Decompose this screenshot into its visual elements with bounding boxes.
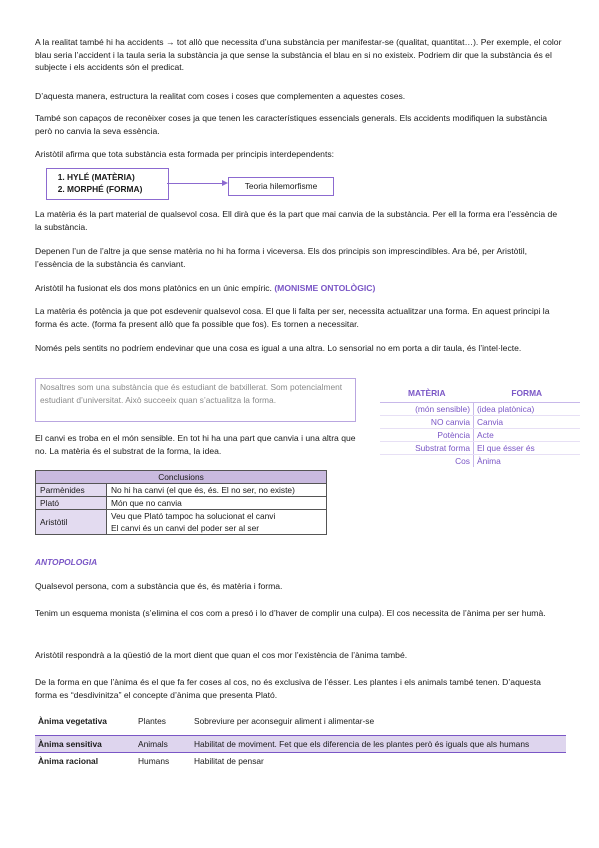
cell: Cos [380, 455, 474, 468]
principle-item: 1. HYLÉ (MATÈRIA) [67, 171, 168, 183]
principle-item: 2. MORPHÉ (FORMA) [67, 183, 168, 195]
table-row [35, 713, 566, 736]
cell: (món sensible) [380, 403, 474, 416]
right-arrow-icon: → [165, 37, 175, 47]
soul-beings: Humans [138, 756, 170, 766]
example-quote: Nosaltres som una substància que és estudiant de batxillerat. Som potencialment estudiant d’universitat. Això succeeix quan s’actualitza la forma. [35, 378, 356, 422]
text: Veu que Plató tampoc ha solucionat el canvi [111, 511, 276, 521]
matter-paragraph: La matèria és la part material de qualsevol cosa. Ell dirà que és la part que mai canvia de la substància. Per ell la forma era l’essència de la substància. [35, 209, 558, 232]
cell: El que ésser és [474, 442, 581, 455]
principles-intro: Aristòtil afirma que tota substància esta formada per principis interdependents: [35, 149, 335, 159]
senses-paragraph: Només pels sentits no podríem endevinar que una cosa es igual a una altra. Lo sensorial no em porta a dir taula, és l’intel·lecte. [35, 343, 522, 353]
change-paragraph: El canvi es troba en el món sensible. En tot hi ha una part que canvia i una altra que no. La matèria és el substrat de la forma, la idea. [35, 433, 356, 456]
column-header: FORMA [474, 384, 581, 403]
depend-paragraph: Depenen l’un de l’altre ja que sense matèria no hi ha forma i viceversa. Els dos principis son imprescindibles. Ara bé, per Aristòtil, l’essència de la substància és canviant. [35, 246, 527, 269]
anthro-paragraph: Qualsevol persona, com a substància que és, és matèria i forma. [35, 581, 283, 591]
cell: Substrat forma [380, 442, 474, 455]
conclusion-text [107, 510, 327, 535]
soul-description: Habilitat de moviment. Fet que els diferencia de les plantes però és iguals que als humans [191, 736, 566, 753]
table-row [36, 497, 327, 510]
anthro-paragraph: De la forma en que l’ànima és el que fa fer coses al cos, no és exclusiva de l’ésser. Les plantes i els animals també tenen. D’aquesta forma es “desdivinitza” el concepte d’ànima que presenta Plató. [35, 677, 541, 700]
cell: Ànima [477, 456, 501, 466]
cell: NO canvia [380, 416, 474, 429]
soul-beings: Plantes [138, 716, 166, 726]
recognize-paragraph: També son capaços de reconèixer coses ja que tenen les característiques essencials generals. Els accidents modifiquen la substància però no canvia la seva essència. [35, 113, 548, 136]
cell: Acte [474, 429, 581, 442]
soul-description: Habilitat de pensar [194, 756, 264, 766]
arrow-line [167, 183, 225, 184]
conclusions-table [35, 470, 327, 535]
soul-types-table [35, 713, 566, 769]
matter-form-table [380, 384, 580, 467]
philosopher-name: Plató [36, 497, 107, 510]
monism-paragraph [35, 282, 563, 295]
soul-description: Sobreviure per aconseguir aliment i alimentar-se [194, 716, 375, 726]
anthro-paragraph: Tenim un esquema monista (s’elimina el cos com a presó i lo d’haver de complir una culpa). El cos necessita de l’ànima per ser humà. [35, 608, 546, 618]
cell: Canvia [474, 416, 581, 429]
monism-tag: (MONISME ONTOLÒGIC) [274, 283, 376, 293]
text: tot allò que necessita d’una substància per manifestar-se (qualitat, quantitat…). Per exemple, el color blau seria l’accident i la taula seria la substància ja que sense la substància el blau en si no existeix. Podriem dir que la substància és el subjecte i els accidents són el predicat. [35, 37, 562, 73]
table-row [35, 736, 566, 753]
table-row [35, 753, 566, 770]
soul-name: Ànima vegetativa [38, 716, 107, 726]
philosopher-name: Parmènides [36, 484, 107, 497]
section-heading: ANTOPOLOGIA [35, 557, 98, 567]
principles-list-box [46, 168, 169, 200]
conclusions-title: Conclusions [36, 471, 327, 484]
soul-name: Ànima racional [38, 756, 99, 766]
column-header: MATÈRIA [380, 384, 474, 403]
theory-box: Teoria hilemorfisme [228, 177, 334, 196]
anthro-paragraph: Aristòtil respondrà a la qüestió de la mort dient que quan el cos mor l’existència de l’ànima també. [35, 650, 408, 660]
table-row [36, 484, 327, 497]
structure-paragraph: D’aquesta manera, estructura la realitat com coses i coses que complementen a aquestes coses. [35, 91, 406, 101]
potency-paragraph: La matèria és potència ja que pot esdevenir qualsevol cosa. El que li falta per ser, necessita actualitzar una forma. En aquest principi la forma és acte. (forma fa present allò que fa possible que fos). Es tornen a necessitar. [35, 306, 550, 329]
conclusion-text: Món que no canvia [107, 497, 327, 510]
accidents-paragraph [35, 36, 563, 74]
text: El canvi és un canvi del poder ser al ser [111, 523, 260, 533]
text: A la realitat també hi ha accidents [35, 37, 166, 47]
cell: Potència [380, 429, 474, 442]
cell: (idea platònica) [474, 403, 581, 416]
soul-beings: Animals [135, 736, 191, 753]
philosopher-name: Aristòtil [36, 510, 107, 535]
text: Aristòtil ha fusionat els dos mons platònics en un únic empíric. [35, 283, 275, 293]
soul-name: Ànima sensitiva [35, 736, 135, 753]
table-row [36, 510, 327, 535]
conclusion-text: No hi ha canvi (el que és, és. El no ser, no existe) [107, 484, 327, 497]
